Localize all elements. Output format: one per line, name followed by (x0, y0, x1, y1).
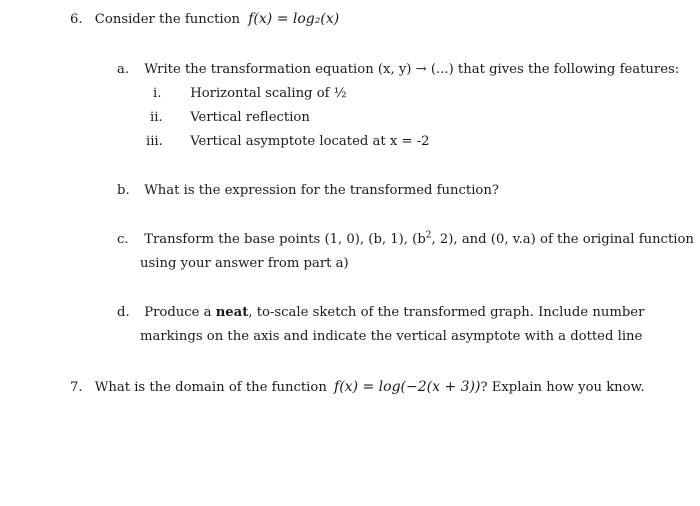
q6a-item-2 (150, 109, 310, 127)
q6a-item-3-text: Vertical asymptote located at x = -2 (190, 134, 430, 149)
q7-prompt-end: ? Explain how you know. (480, 380, 645, 395)
q6d-text-pre: Produce a (144, 305, 216, 320)
q6a-item-1-text: Horizontal scaling of ½ (190, 86, 347, 101)
q6c-text-pre: Transform the base points (1, 0), (b, 1), (b (144, 232, 426, 247)
q6a-text: Write the transformation equation (x, y) → (...) that gives the following features: (144, 62, 680, 77)
q7-function: f(x) = log(−2(x + 3)) (334, 379, 481, 395)
q6a-item-3-num: iii. (146, 134, 163, 149)
q7-line (70, 378, 645, 397)
q6c-line-1 (117, 231, 694, 249)
q6-function: f(x) = log₂(x) (248, 11, 340, 27)
q7-prompt: What is the domain of the function (94, 380, 327, 395)
q6b-label: b. (117, 183, 130, 198)
q6c-line-2 (140, 255, 349, 273)
q6c-label: c. (117, 232, 129, 247)
q6d-text-post: , to-scale sketch of the transformed graph. Include number (248, 305, 645, 320)
q6c-text-2: using your answer from part a) (140, 256, 349, 271)
q6d-label: d. (117, 305, 130, 320)
q6a-item-2-num: ii. (150, 110, 163, 125)
q6a-item-1-num: i. (153, 86, 162, 101)
q6a-item-1 (153, 85, 347, 103)
q6d-bold-word: neat (215, 305, 249, 320)
q6-line (70, 10, 339, 29)
q6-number: 6. (70, 12, 83, 27)
q6d-line-1 (117, 304, 644, 322)
q6c-superscript: 2 (425, 230, 432, 241)
q6-prompt: Consider the function (94, 12, 241, 27)
q6a-item-3 (146, 133, 430, 151)
q6a-line (117, 61, 679, 79)
q6a-label: a. (117, 62, 130, 77)
q6b-text: What is the expression for the transformed function? (144, 183, 499, 198)
q7-number: 7. (70, 380, 83, 395)
q6d-text-2: markings on the axis and indicate the vertical asymptote with a dotted line (140, 329, 643, 344)
q6d-line-2 (140, 328, 642, 346)
q6b-line (117, 182, 499, 200)
q6a-item-2-text: Vertical reflection (190, 110, 310, 125)
q6c-text-post: , 2), and (0, v.a) of the original function (431, 232, 694, 247)
